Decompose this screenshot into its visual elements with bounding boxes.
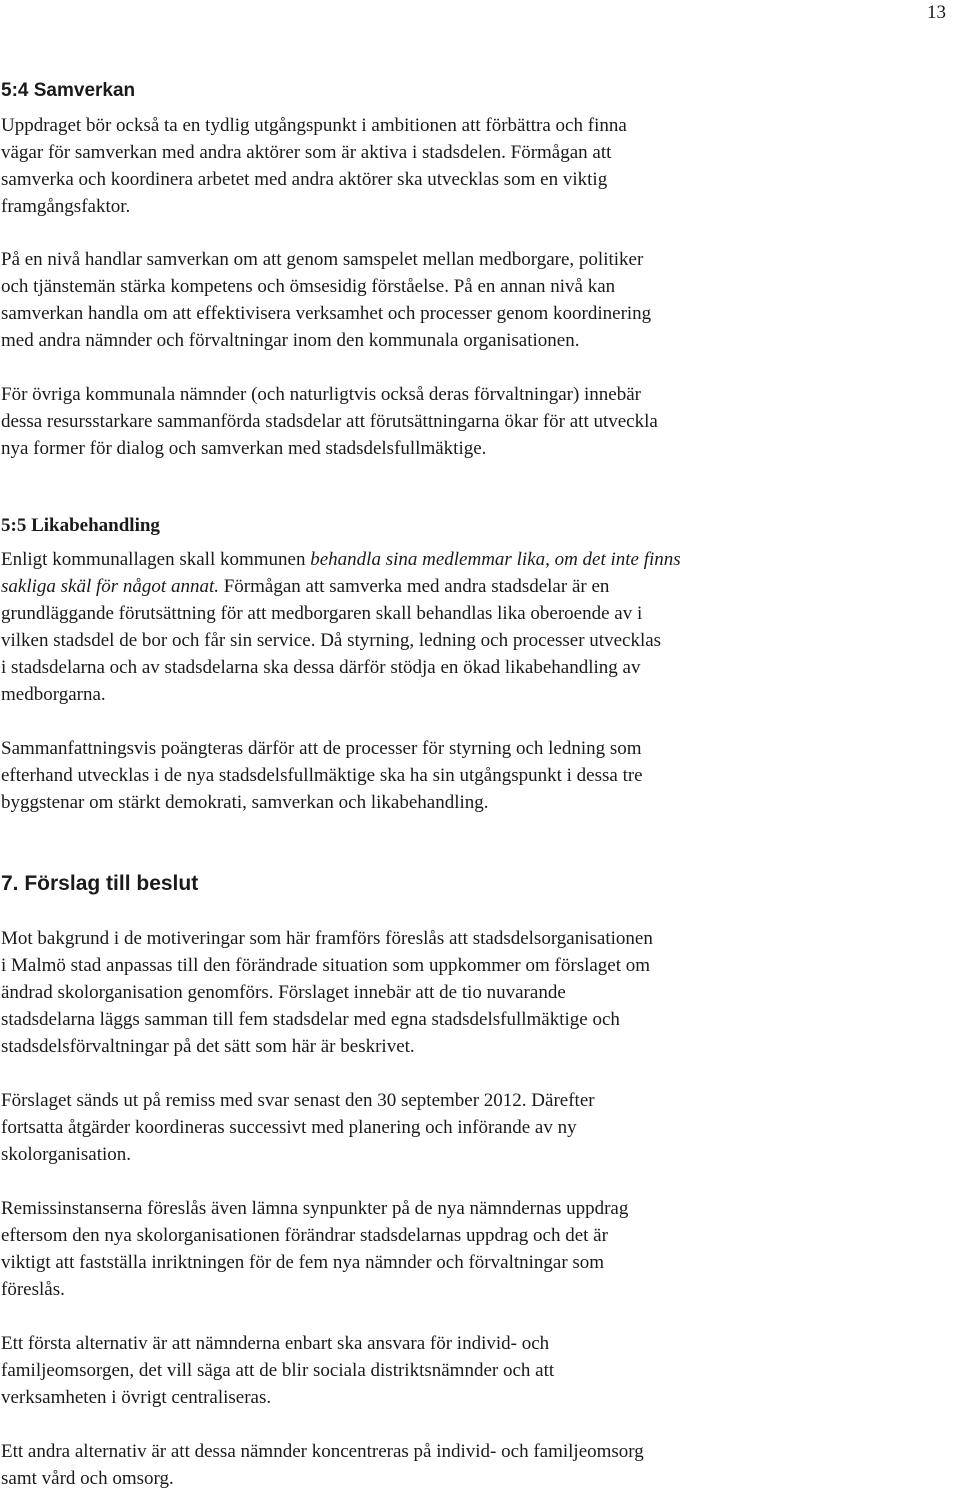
forslag-paragraph-5 [1, 1438, 941, 1492]
heading-samverkan: 5:4 Samverkan [1, 80, 136, 101]
text-line: stadsdelsförvaltningar på det sätt som här är beskrivet. [1, 1036, 415, 1057]
text-line [1, 573, 941, 600]
text-line: fortsatta åtgärder koordineras successivt med planering och införande av ny [1, 1117, 577, 1138]
forslag-paragraph-3 [1, 1195, 941, 1303]
text-line: medborgarna. [1, 684, 106, 705]
text-line: vägar för samverkan med andra aktörer som är aktiva i stadsdelen. Förmågan att [1, 142, 612, 163]
page-number: 13 [927, 2, 946, 23]
forslag-paragraph-4 [1, 1330, 941, 1411]
text-line: byggstenar om stärkt demokrati, samverkan och likabehandling. [1, 792, 489, 813]
italic-quote: sakliga skäl för något annat. [1, 576, 219, 597]
text-line: samverka och koordinera arbetet med andra aktörer ska utvecklas som en viktig [1, 169, 608, 190]
samverkan-paragraph-1 [1, 112, 941, 220]
samverkan-paragraph-2 [1, 246, 941, 354]
text-line: Ett första alternativ är att nämnderna enbart ska ansvara för individ- och [1, 1333, 550, 1354]
text-line: På en nivå handlar samverkan om att genom samspelet mellan medborgare, politiker [1, 249, 644, 270]
heading-forslag-till-beslut: 7. Förslag till beslut [1, 872, 199, 895]
text-line: skolorganisation. [1, 1144, 132, 1165]
samverkan-paragraph-3 [1, 381, 941, 462]
text-line: efterhand utvecklas i de nya stadsdelsfullmäktige ska ha sin utgångspunkt i dessa tre [1, 765, 643, 786]
heading-likabehandling: 5:5 Likabehandling [1, 515, 160, 536]
text-line: Ett andra alternativ är att dessa nämnder koncentreras på individ- och familjeomsorg [1, 1441, 644, 1462]
text-line: nya former för dialog och samverkan med stadsdelsfullmäktige. [1, 438, 487, 459]
text-line: med andra nämnder och förvaltningar inom den kommunala organisationen. [1, 330, 580, 351]
text-line: ändrad skolorganisation genomförs. Förslaget innebär att de tio nuvarande [1, 982, 566, 1003]
text-line: eftersom den nya skolorganisationen förändrar stadsdelarnas uppdrag och det är [1, 1225, 608, 1246]
text-line: Remissinstanserna föreslås även lämna synpunkter på de nya nämndernas uppdrag [1, 1198, 629, 1219]
text-line: vilken stadsdel de bor och får sin service. Då styrning, ledning och processer utvecklas [1, 630, 662, 651]
forslag-paragraph-2 [1, 1087, 941, 1168]
text-line: framgångsfaktor. [1, 196, 131, 217]
text-line: viktigt att fastställa inriktningen för de fem nya nämnder och förvaltningar som [1, 1252, 605, 1273]
text-line: samt vård och omsorg. [1, 1468, 174, 1489]
text-line: grundläggande förutsättning för att medborgaren skall behandlas lika oberoende av i [1, 603, 643, 624]
text-line: För övriga kommunala nämnder (och naturligtvis också deras förvaltningar) innebär [1, 384, 641, 405]
text-line: Sammanfattningsvis poängteras därför att de processer för styrning och ledning som [1, 738, 642, 759]
likabehandling-paragraph-1 [1, 546, 941, 708]
text-line: Förslaget sänds ut på remiss med svar senast den 30 september 2012. Därefter [1, 1090, 595, 1111]
text-line: verksamheten i övrigt centraliseras. [1, 1387, 272, 1408]
text-line [1, 546, 941, 573]
text-run: Förmågan att samverka med andra stadsdelar är en [218, 576, 610, 597]
text-line: Mot bakgrund i de motiveringar som här framförs föreslås att stadsdelsorganisationen [1, 928, 653, 949]
text-line: Uppdraget bör också ta en tydlig utgångspunkt i ambitionen att förbättra och finna [1, 115, 627, 136]
forslag-paragraph-1 [1, 925, 941, 1060]
text-line: familjeomsorgen, det vill säga att de blir sociala distriktsnämnder och att [1, 1360, 555, 1381]
text-line: föreslås. [1, 1279, 65, 1300]
text-line: i Malmö stad anpassas till den förändrade situation som uppkommer om förslaget om [1, 955, 651, 976]
text-run: Enligt kommunallagen skall kommunen [1, 549, 311, 570]
italic-quote: behandla sina medlemmar lika, om det inte finns [310, 549, 681, 570]
text-line: dessa resursstarkare sammanförda stadsdelar att förutsättningarna ökar för att utveckla [1, 411, 658, 432]
likabehandling-paragraph-2 [1, 735, 941, 816]
text-line: stadsdelarna läggs samman till fem stadsdelar med egna stadsdelsfullmäktige och [1, 1009, 620, 1030]
text-line: i stadsdelarna och av stadsdelarna ska dessa därför stödja en ökad likabehandling av [1, 657, 641, 678]
text-line: samverkan handla om att effektivisera verksamhet och processer genom koordinering [1, 303, 652, 324]
text-line: och tjänstemän stärka kompetens och ömsesidig förståelse. På en annan nivå kan [1, 276, 616, 297]
